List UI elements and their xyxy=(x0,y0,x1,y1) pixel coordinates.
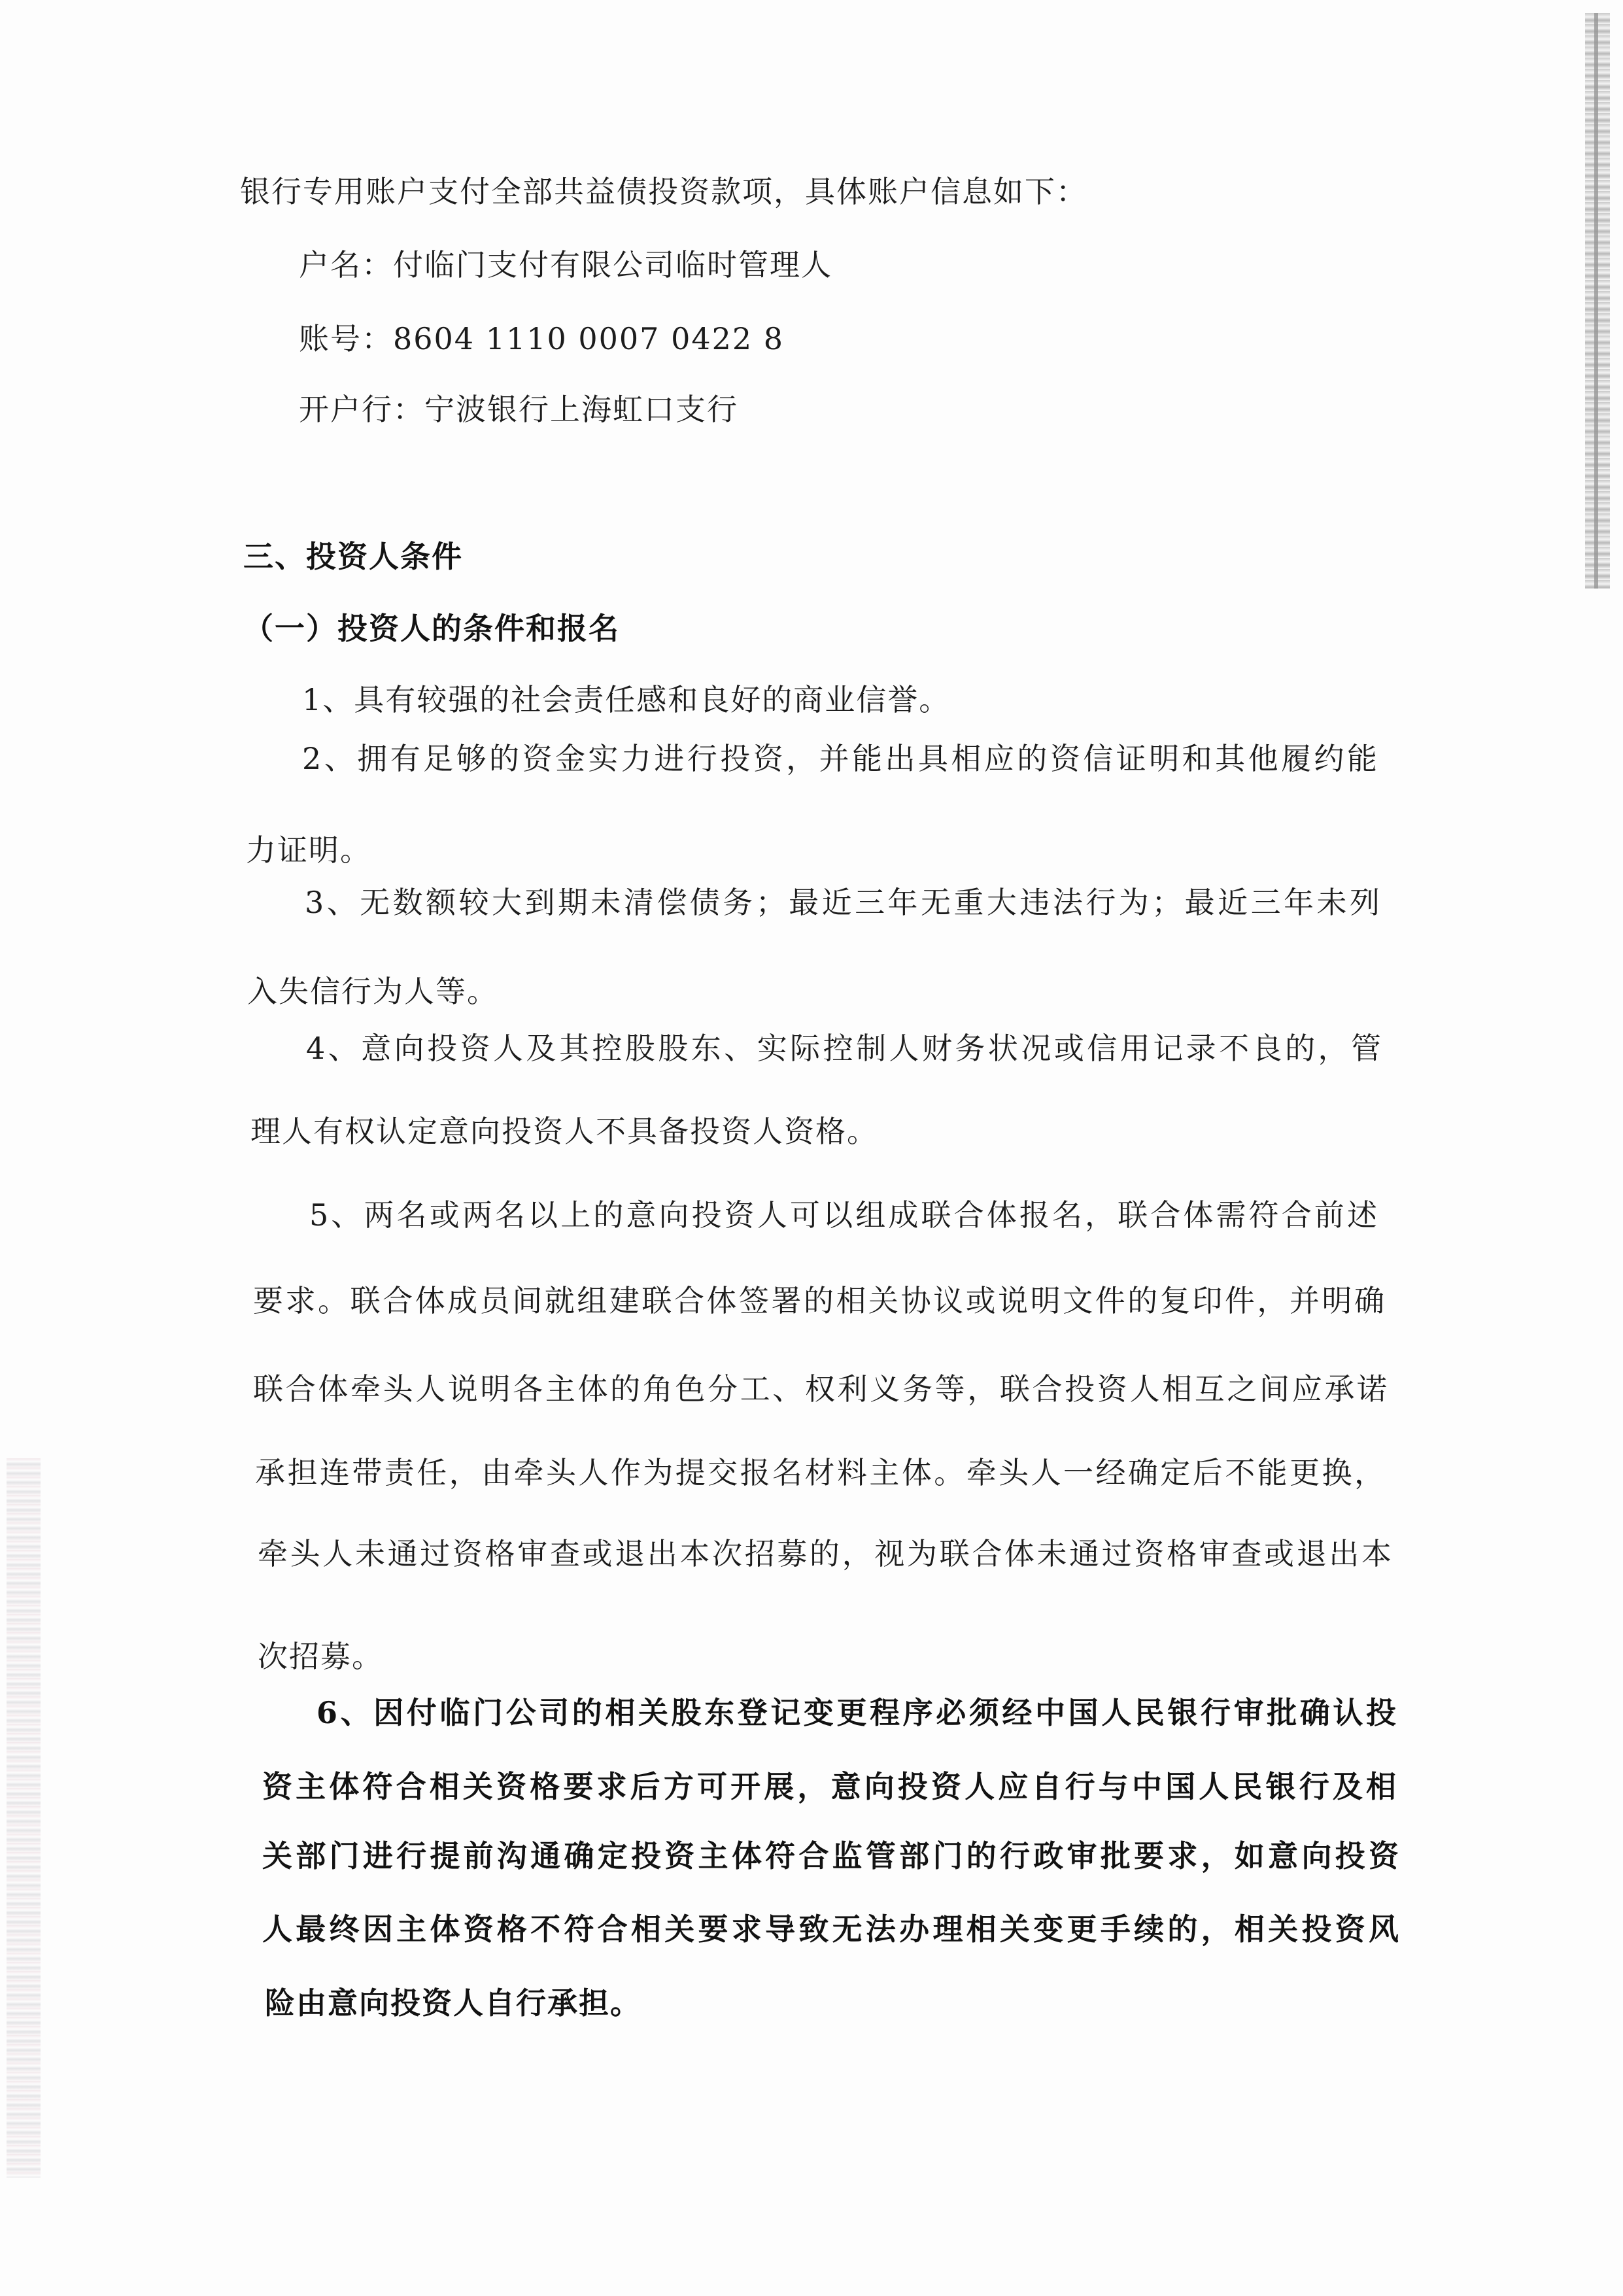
section-heading: 三、投资人条件 xyxy=(243,539,463,574)
condition-6-line-5: 险由意向投资人自行承担。 xyxy=(265,1985,641,2021)
account-bank-line: 开户行：宁波银行上海虹口支行 xyxy=(299,392,738,427)
subsection-heading: （一）投资人的条件和报名 xyxy=(243,611,620,646)
condition-5-line-6: 次招募。 xyxy=(258,1639,383,1674)
condition-6-line-1: 6、因付临门公司的相关股东登记变更程序必须经中国人民银行审批确认投 xyxy=(316,1695,1396,1730)
intro-line: 银行专用账户支付全部共益债投资款项，具体账户信息如下： xyxy=(240,174,1087,209)
condition-3-line-2: 入失信行为人等。 xyxy=(247,974,498,1009)
condition-3-line-1: 3、无数额较大到期未清偿债务；最近三年无重大违法行为；最近三年未列 xyxy=(305,885,1380,920)
condition-4-line-1: 4、意向投资人及其控股股东、实际控制人财务状况或信用记录不良的，管 xyxy=(306,1031,1381,1066)
condition-1-line-1: 1、具有较强的社会责任感和良好的商业信誉。 xyxy=(302,682,951,717)
condition-5-line-4: 承担连带责任，由牵头人作为提交报名材料主体。牵头人一经确定后不能更换， xyxy=(255,1455,1384,1490)
condition-2-line-1: 2、拥有足够的资金实力进行投资，并能出具相应的资信证明和其他履约能 xyxy=(302,741,1377,776)
condition-4-line-2: 理人有权认定意向投资人不具备投资人资格。 xyxy=(250,1114,878,1149)
scan-edge-artifact-right xyxy=(1585,13,1610,589)
condition-5-line-2: 要求。联合体成员间就组建联合体签署的相关协议或说明文件的复印件，并明确 xyxy=(253,1283,1384,1318)
condition-6-line-4: 人最终因主体资格不符合相关要求导致无法办理相关变更手续的，相关投资风 xyxy=(262,1911,1399,1947)
condition-5-line-5: 牵头人未通过资格审查或退出本次招募的，视为联合体未通过资格审查或退出本 xyxy=(258,1536,1392,1571)
scan-edge-artifact-left xyxy=(7,1458,41,2178)
condition-5-line-3: 联合体牵头人说明各主体的角色分工、权利义务等，联合投资人相互之间应承诺 xyxy=(253,1371,1387,1407)
condition-6-line-3: 关部门进行提前沟通确定投资主体符合监管部门的行政审批要求，如意向投资 xyxy=(262,1838,1399,1874)
condition-6-line-2: 资主体符合相关资格要求后方可开展，意向投资人应自行与中国人民银行及相 xyxy=(262,1769,1396,1804)
condition-2-line-2: 力证明。 xyxy=(246,832,371,868)
account-number-line: 账号：8604 1110 0007 0422 8 xyxy=(299,321,785,356)
condition-5-line-1: 5、两名或两名以上的意向投资人可以组成联合体报名，联合体需符合前述 xyxy=(309,1197,1377,1233)
account-holder-line: 户名：付临门支付有限公司临时管理人 xyxy=(299,247,832,283)
